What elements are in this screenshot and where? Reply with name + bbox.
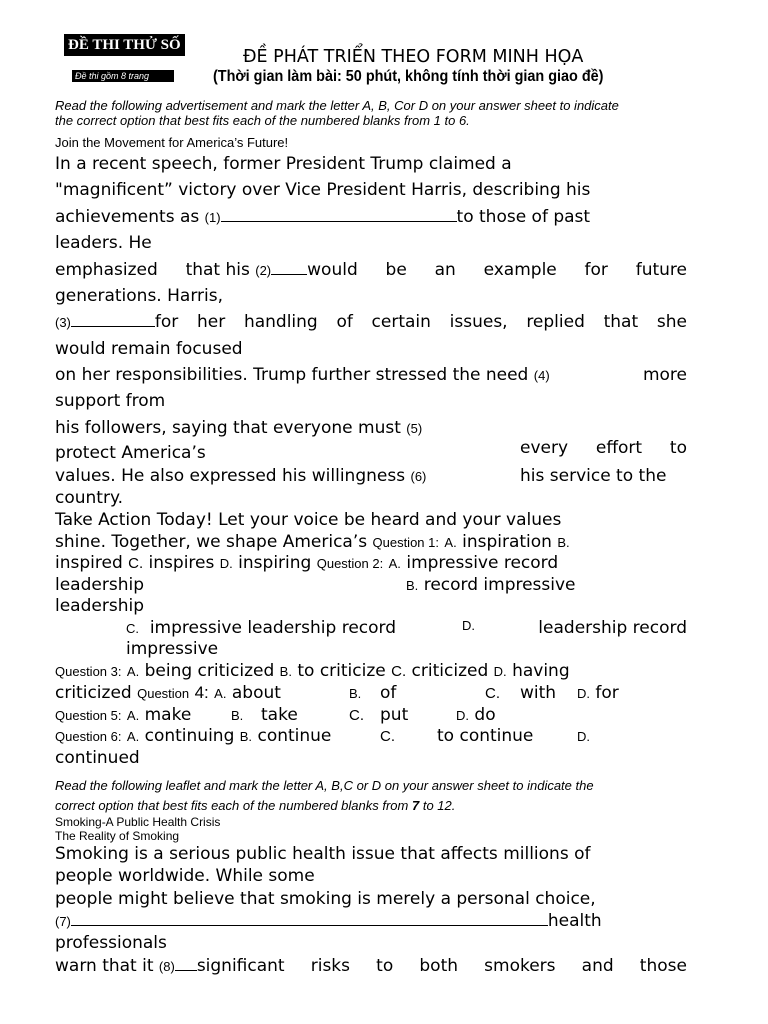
- passage2-line: (7) health: [55, 911, 602, 931]
- blank-number: (8): [158, 959, 175, 974]
- answer-blank: [221, 207, 457, 222]
- blank-number: (6): [410, 469, 427, 484]
- passage1-line: would remain focused: [55, 339, 243, 359]
- passage2-line: warn that it (8) significant risks to both smokers and those: [55, 956, 687, 976]
- question-label: Question 5:: [55, 708, 122, 723]
- question-6-row: Question 6: A. continuing B. continue C. to continue D.: [55, 726, 590, 746]
- blank-number: (3): [55, 315, 71, 330]
- answer-blank: [71, 911, 548, 926]
- passage2-line: Smoking is a serious public health issue that affects millions of: [55, 844, 591, 864]
- question-3-row: Question 3: A. being criticized B. to criticize C. criticized D. having: [55, 661, 570, 681]
- blank-number: (1): [204, 210, 221, 225]
- question-label: Question 3:: [55, 664, 122, 679]
- section2-instruction-line2: correct option that best fits each of the numbered blanks from 7 to 12.: [55, 798, 456, 813]
- passage1-line: achievements as (1) to those of past: [55, 207, 591, 227]
- question-6-row: continued: [55, 748, 140, 768]
- answer-blank: [271, 260, 307, 275]
- passage1-line: "magnificent” victory over Vice President Harris, describing his: [55, 180, 591, 200]
- passage1-line: In a recent speech, former President Trump claimed a: [55, 154, 512, 174]
- passage1-line: generations. Harris,: [55, 286, 223, 306]
- passage1-line: his followers, saying that everyone must (5) every effort to: [55, 418, 687, 458]
- question-2-row: leadership B. record impressive: [55, 575, 576, 595]
- section2-heading: Smoking-A Public Health Crisis: [55, 815, 221, 829]
- exam-number-badge: ĐỀ THI THỬ SỐ 1: [64, 34, 185, 56]
- question-2-row: leadership: [55, 596, 144, 616]
- question-4-row: criticized Question 4: A. about B. of C. with D. for: [55, 683, 619, 703]
- page-count-badge: Đề thi gồm 8 trang: [72, 70, 174, 82]
- question-label: Question: [137, 686, 190, 701]
- passage1-line: leaders. He: [55, 233, 152, 253]
- section2-subheading: The Reality of Smoking: [55, 829, 180, 843]
- passage2-line: professionals: [55, 933, 167, 953]
- answer-blank: [71, 312, 155, 327]
- passage1-line: support from: [55, 391, 166, 411]
- blank-number: (2): [255, 263, 272, 278]
- answer-blank: [175, 956, 197, 971]
- question-5-row: Question 5: A. make B. take C. put D. do: [55, 705, 496, 725]
- passage1-line: values. He also expressed his willingness (6) his service to the: [55, 466, 667, 486]
- blank-number: (4): [533, 368, 550, 383]
- passage1-line: protect America’s: [55, 443, 206, 463]
- blank-number: (5): [406, 421, 423, 436]
- question-1-row: inspired C. inspires D. inspiring Question 2: A. impressive record: [55, 553, 559, 573]
- exam-subtitle: (Thời gian làm bài: 50 phút, không tính thời gian giao đề): [213, 68, 604, 85]
- passage2-line: people might believe that smoking is merely a personal choice,: [55, 889, 596, 909]
- passage1-line: on her responsibilities. Trump further stressed the need (4) more: [55, 365, 687, 385]
- question-label: Question 2:: [316, 556, 384, 571]
- passage1-line: Take Action Today! Let your voice be heard and your values: [55, 510, 562, 530]
- question-label: Question 6:: [55, 729, 122, 744]
- question-label: Question 1:: [372, 535, 439, 550]
- exam-title: ĐỀ PHÁT TRIỂN THEO FORM MINH HỌA: [243, 47, 584, 67]
- section1-heading: Join the Movement for America’s Future!: [55, 135, 289, 150]
- section2-instruction-line1: Read the following leaflet and mark the letter A, B,C or D on your answer sheet to indicate the: [55, 778, 594, 793]
- passage1-line: emphasized that his (2) would be an example for future: [55, 260, 687, 280]
- passage1-line: country.: [55, 488, 123, 508]
- section1-instruction-line2: the correct option that best fits each of the numbered blanks from 1 to 6.: [55, 113, 470, 128]
- blank-number: (7): [55, 914, 71, 929]
- passage2-line: people worldwide. While some: [55, 866, 315, 886]
- section1-instruction-line1: Read the following advertisement and mark the letter A, B, Cor D on your answer sheet to indicate: [55, 98, 619, 113]
- passage1-line: (3) for her handling of certain issues, replied that she: [55, 312, 687, 332]
- question-1-row: shine. Together, we shape America’s Question 1: A. inspiration B.: [55, 532, 570, 552]
